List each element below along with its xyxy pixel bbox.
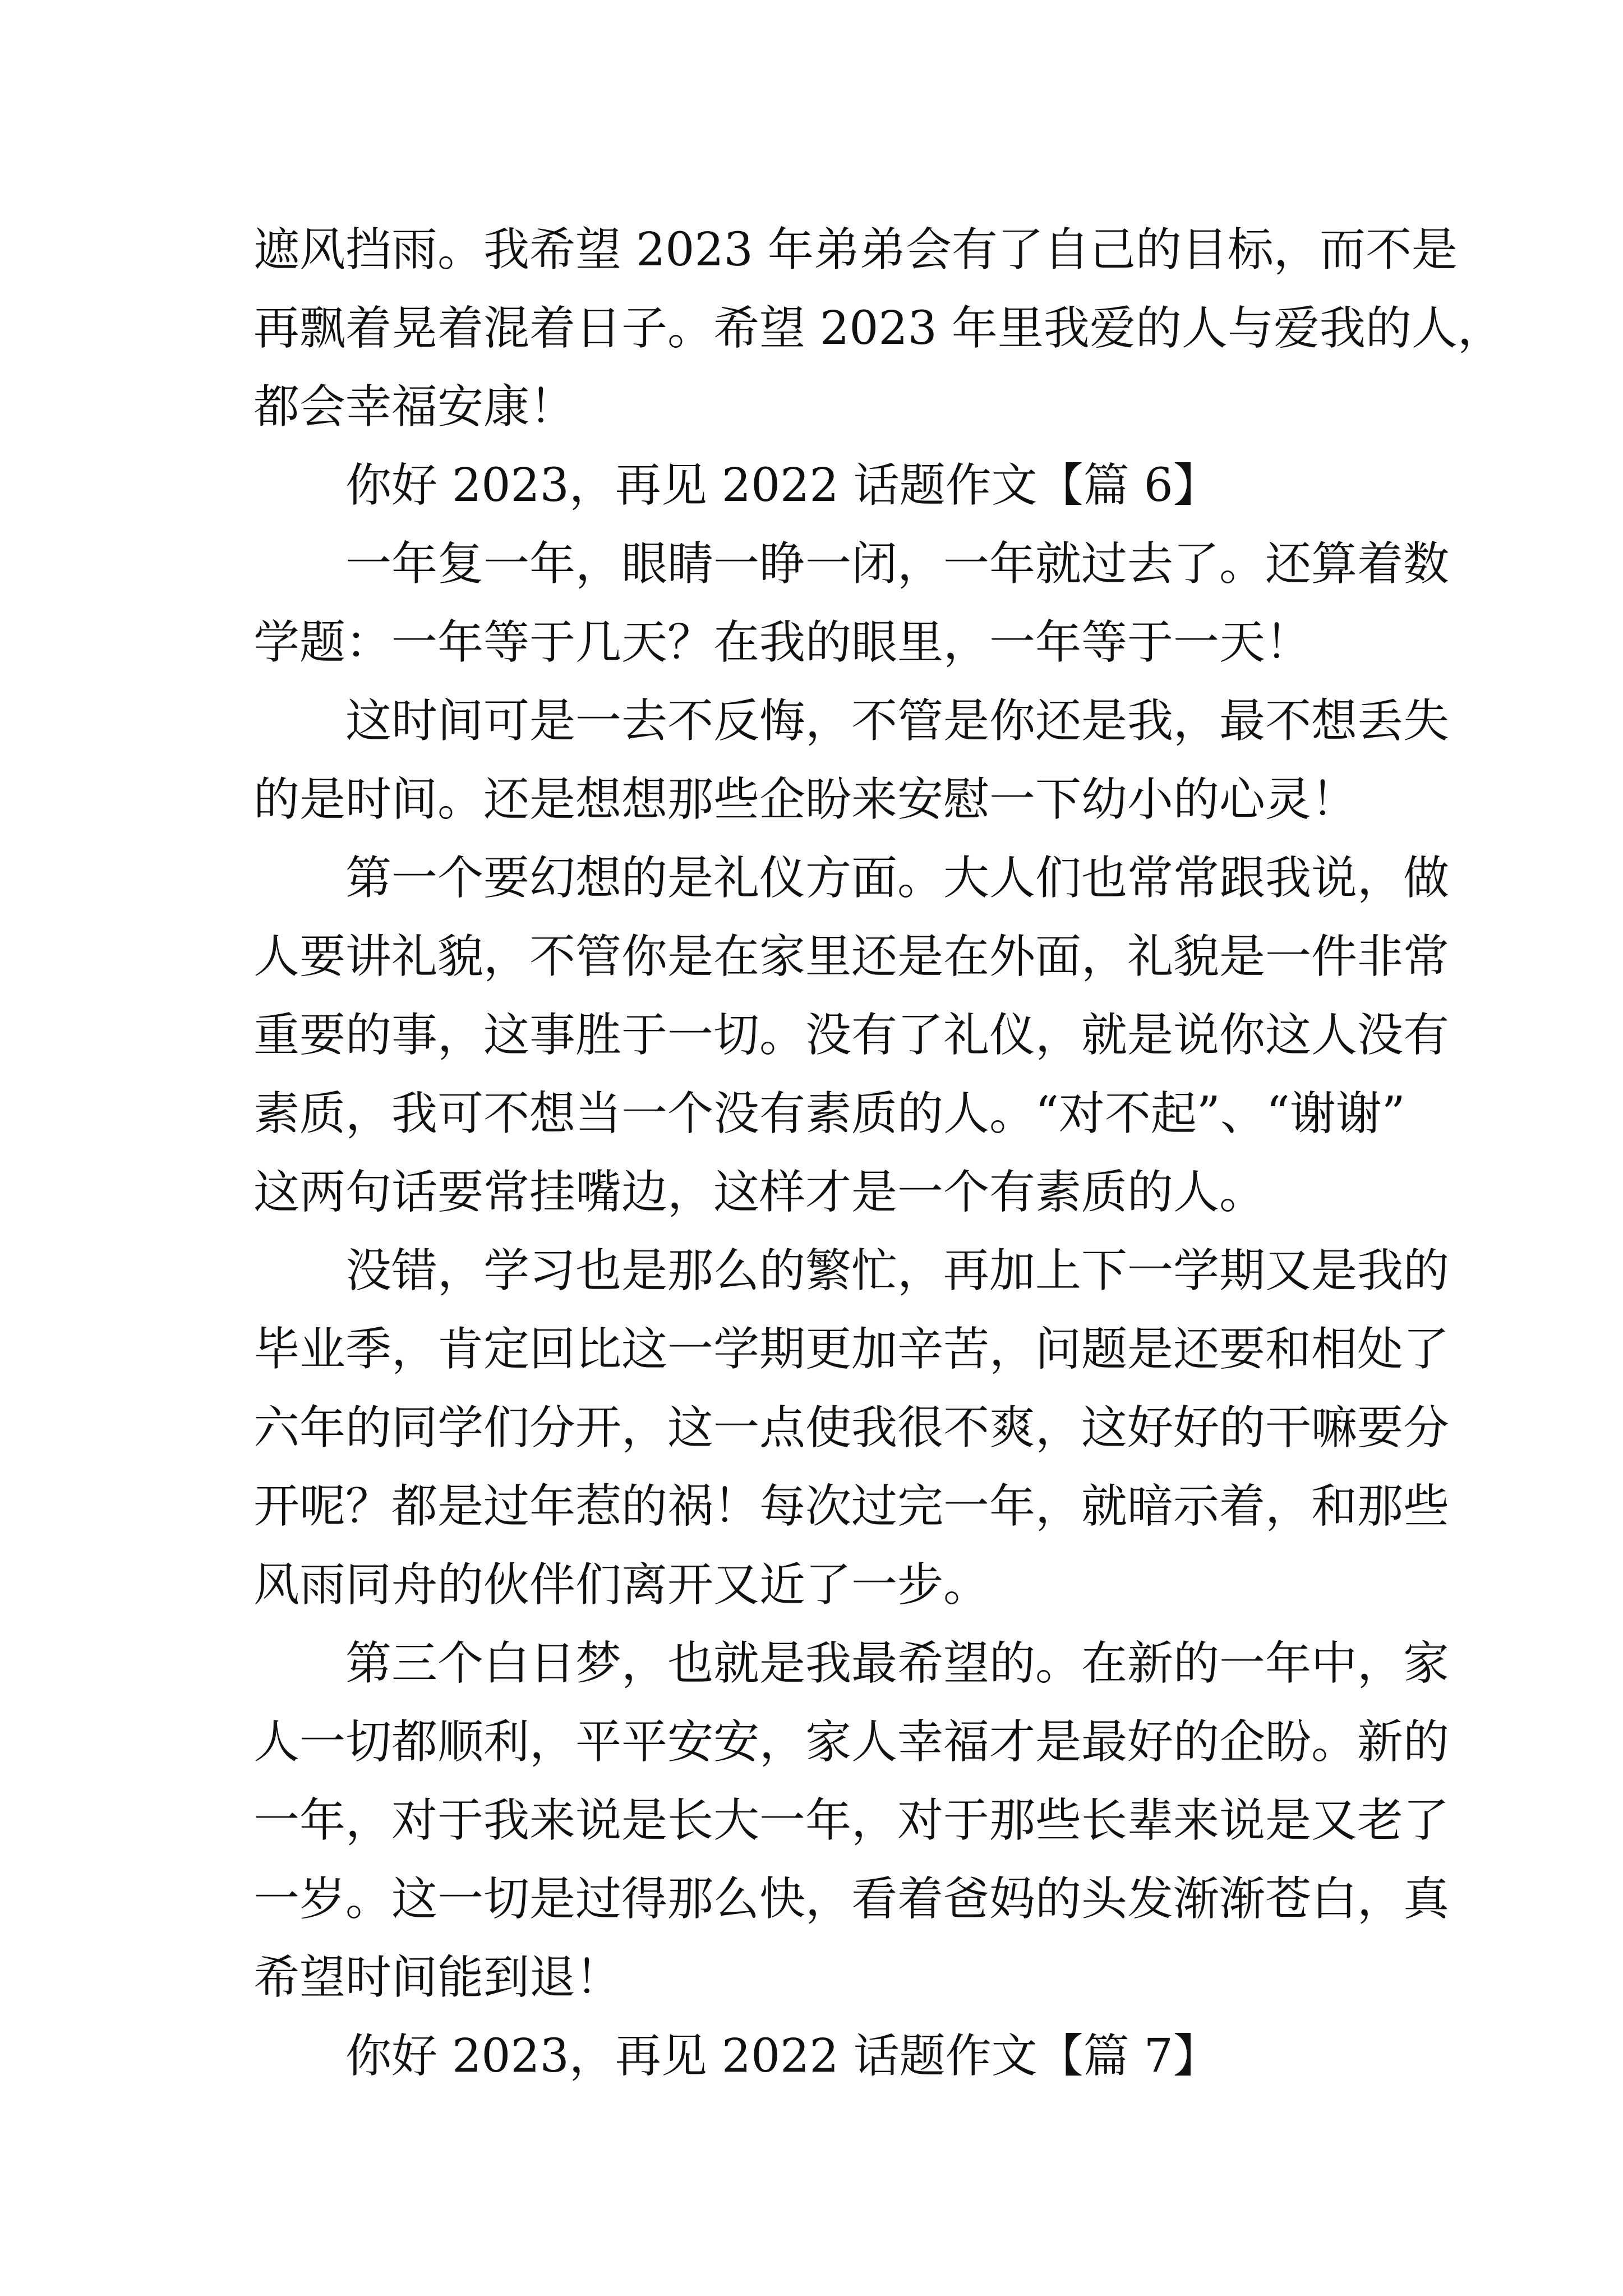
text-line: 这两句话要常挂嘴边，这样才是一个有素质的人。 (253, 1166, 1266, 1219)
text-line: 一年复一年，眼睛一睁一闭，一年就过去了。还算着数 (345, 537, 1450, 591)
text-line: 人一切都顺利，平平安安，家人幸福才是最好的企盼。新的 (253, 1715, 1450, 1769)
text-line: 这时间可是一去不反悔，不管是你还是我，最不想丢失 (345, 694, 1450, 748)
section-heading: 你好 2023，再见 2022 话题作文【篇 6】 (345, 459, 1219, 512)
text-line: 六年的同学们分开，这一点使我很不爽，这好好的干嘛要分 (253, 1401, 1450, 1455)
text-line: 都会幸福安康！ (253, 380, 576, 434)
text-line: 开呢？都是过年惹的祸！每次过完一年，就暗示着，和那些 (253, 1480, 1450, 1533)
text-line: 的是时间。还是想想那些企盼来安慰一下幼小的心灵！ (253, 773, 1358, 826)
text-line: 一年，对于我来说是长大一年，对于那些长辈来说是又老了 (253, 1794, 1450, 1847)
text-line: 第三个白日梦，也就是我最希望的。在新的一年中，家 (345, 1637, 1450, 1690)
text-line: 毕业季，肯定回比这一学期更加辛苦，问题是还要和相处了 (253, 1323, 1450, 1376)
text-line: 再飘着晃着混着日子。希望 2023 年里我爱的人与爱我的人， (253, 302, 1504, 355)
text-line: 重要的事，这事胜于一切。没有了礼仪，就是说你这人没有 (253, 1009, 1450, 1062)
text-line: 没错，学习也是那么的繁忙，再加上下一学期又是我的 (345, 1244, 1450, 1297)
text-line: 人要讲礼貌，不管你是在家里还是在外面，礼貌是一件非常 (253, 930, 1450, 983)
document-body (253, 211, 1504, 2096)
section-heading: 你好 2023，再见 2022 话题作文【篇 7】 (345, 2030, 1219, 2083)
text-line: 一岁。这一切是过得那么快，看着爸妈的头发渐渐苍白，真 (253, 1872, 1450, 1926)
text-line: 遮风挡雨。我希望 2023 年弟弟会有了自己的目标，而不是 (253, 223, 1458, 277)
text-line: 希望时间能到退！ (253, 1951, 622, 2004)
text-line: 风雨同舟的伙伴们离开又近了一步。 (253, 1558, 990, 1612)
text-line: 学题：一年等于几天？在我的眼里，一年等于一天！ (253, 616, 1312, 669)
text-line: 第一个要幻想的是礼仪方面。大人们也常常跟我说，做 (345, 852, 1450, 905)
text-line: 素质，我可不想当一个没有素质的人。“对不起”、“谢谢” (253, 1087, 1405, 1140)
